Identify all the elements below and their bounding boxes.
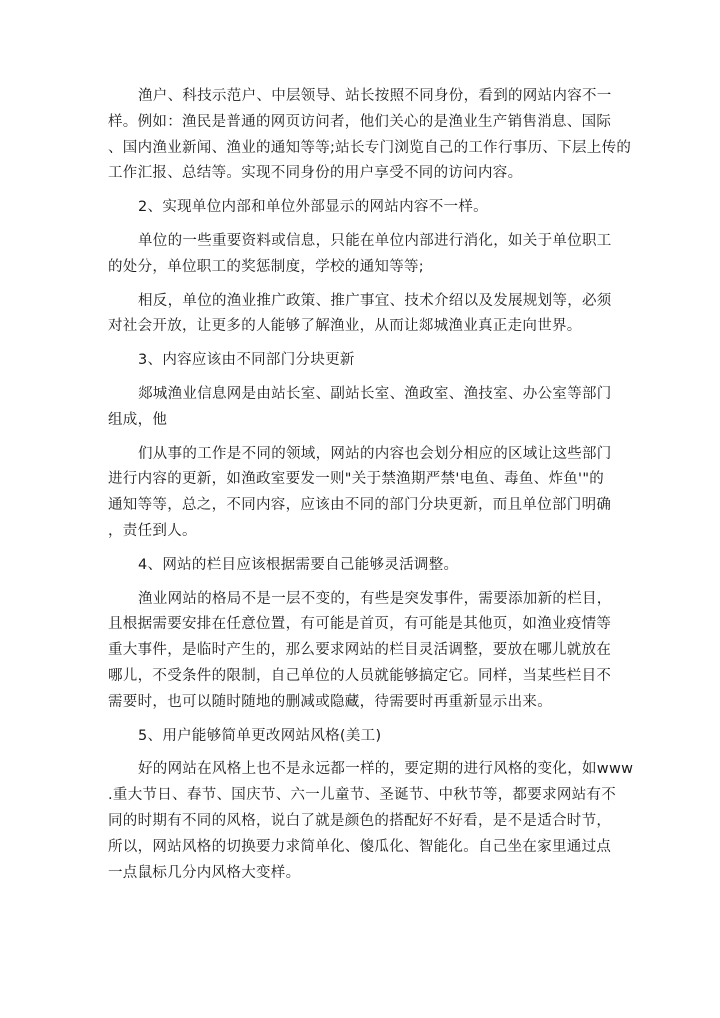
- text-line: 样。例如：渔民是普通的网页访问者，他们关心的是渔业生产销售消息、国际: [108, 113, 612, 130]
- text-line: 哪儿，不受条件的限制，自己单位的人员就能够搞定它。同样，当某些栏目不: [108, 667, 612, 684]
- text-line: .重大节日、春节、国庆节、六一儿童节、圣诞节、中秋节等，都要求网站有不: [108, 787, 617, 804]
- paragraph-internal-info: [108, 229, 614, 281]
- text-line: 单位的一些重要资料或信息，只能在单位内部进行消化，如关于单位职工: [138, 232, 612, 249]
- text-line: ，责任到人。: [108, 522, 197, 539]
- text-line: 重大事件，是临时产生的，那么要求网站的栏目灵活调整，要放在哪儿就放在: [108, 642, 612, 659]
- text-line: 渔业网站的格局不是一层不变的，有些是突发事件，需要添加新的栏目，: [138, 590, 612, 607]
- text-line: 组成，他: [108, 411, 168, 428]
- text-line: 对社会开放，让更多的人能够了解渔业，从而让郯城渔业真正走向世界。: [108, 318, 582, 335]
- text-line: 且根据需要安排在任意位置，有可能是首页，有可能是其他页，如渔业疫情等: [108, 616, 612, 633]
- paragraph-public-info: [108, 289, 614, 341]
- text-line: 进行内容的更新，如渔政室要发一则"关于禁渔期严禁'电鱼、毒鱼、炸鱼'"的: [108, 471, 605, 488]
- document-body: [108, 84, 634, 894]
- text-line: 郯城渔业信息网是由站长室、副站长室、渔政室、渔技室、办公室等部门: [138, 385, 612, 402]
- paragraph-departments: [108, 382, 614, 434]
- paragraph-department-updates: [108, 442, 614, 545]
- text-line: 一点鼠标几分内风格大变样。: [108, 864, 301, 881]
- text-line: 需要时，也可以随时随地的删减或隐藏，待需要时再重新显示出来。: [108, 693, 552, 710]
- text-line: 通知等等，总之，不同内容，应该由不同的部门分块更新，而且单位部门明确: [108, 497, 612, 514]
- paragraph-user-identity: [108, 84, 632, 187]
- text-line: 们从事的工作是不同的领域，网站的内容也会划分相应的区域让这些部门: [138, 445, 612, 462]
- text-line: 工作汇报、总结等。实现不同身份的用户享受不同的访问内容。: [108, 165, 523, 182]
- text-line: 相反，单位的渔业推广政策、推广事宜、技术介绍以及发展规划等，必须: [138, 292, 612, 309]
- section-heading-4: 4、网站的栏目应该根据需要自己能够灵活调整。: [138, 556, 459, 573]
- paragraph-site-style: [108, 757, 634, 886]
- text-line: 、国内渔业新闻、渔业的通知等等;站长专门浏览自己的工作行事历、下层上传的: [108, 139, 632, 156]
- text-line: 的处分，单位职工的奖惩制度，学校的通知等等;: [108, 258, 424, 275]
- section-heading-2: 2、实现单位内部和单位外部显示的网站内容不一样。: [138, 199, 488, 216]
- section-heading-3: 3、内容应该由不同部门分块更新: [138, 352, 355, 369]
- text-line: 同的时期有不同的风格，说白了就是颜色的搭配好不好看，是不是适合时节，: [108, 812, 612, 829]
- paragraph-flexible-columns: [108, 587, 614, 716]
- text-line: 所以，网站风格的切换要力求简单化、傻瓜化、智能化。自己坐在家里通过点: [108, 838, 612, 855]
- section-heading-5: 5、用户能够简单更改网站风格(美工): [138, 727, 382, 744]
- text-line: 好的网站在风格上也不是永远都一样的，要定期的进行风格的变化，如www: [138, 761, 634, 778]
- text-line: 渔户、科技示范户、中层领导、站长按照不同身份，看到的网站内容不一: [138, 88, 612, 104]
